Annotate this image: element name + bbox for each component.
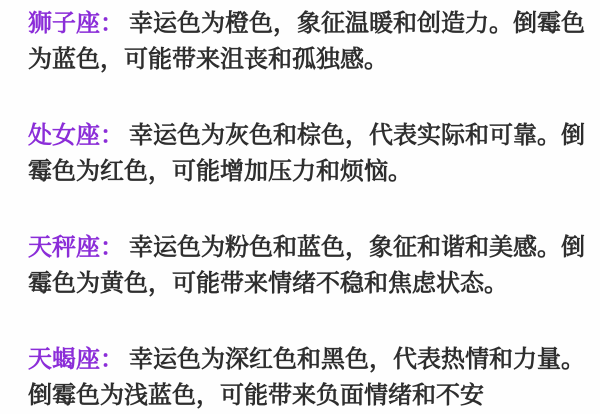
zodiac-line xyxy=(28,230,585,266)
zodiac-line xyxy=(28,342,585,378)
zodiac-section-leo xyxy=(28,6,585,78)
zodiac-text-line2: 为蓝色，可能带来沮丧和孤独感。 xyxy=(28,46,388,73)
zodiac-text-line2: 霉色为红色，可能增加压力和烦恼。 xyxy=(28,158,412,185)
zodiac-name: 狮子座： xyxy=(28,10,124,37)
zodiac-text-line2: 霉色为黄色，可能带来情绪不稳和焦虑状态。 xyxy=(28,270,508,297)
zodiac-name: 天蝎座： xyxy=(28,346,124,373)
zodiac-name: 天秤座： xyxy=(28,234,124,261)
zodiac-text-line1: 幸运色为深红色和黑色，代表热情和力量。 xyxy=(129,346,585,373)
zodiac-section-virgo xyxy=(28,118,585,190)
zodiac-text-line2: 倒霉色为浅蓝色，可能带来负面情绪和不安 xyxy=(28,382,484,409)
zodiac-text-line1: 幸运色为灰色和棕色，代表实际和可靠。倒 xyxy=(129,122,585,149)
zodiac-line xyxy=(28,6,585,42)
zodiac-text-line1: 幸运色为橙色，象征温暖和创造力。倒霉色 xyxy=(129,10,585,37)
zodiac-section-libra xyxy=(28,230,585,302)
zodiac-section-scorpio xyxy=(28,342,585,414)
zodiac-text-line1: 幸运色为粉色和蓝色，象征和谐和美感。倒 xyxy=(129,234,585,261)
zodiac-line xyxy=(28,118,585,154)
zodiac-name: 处女座： xyxy=(28,122,124,149)
